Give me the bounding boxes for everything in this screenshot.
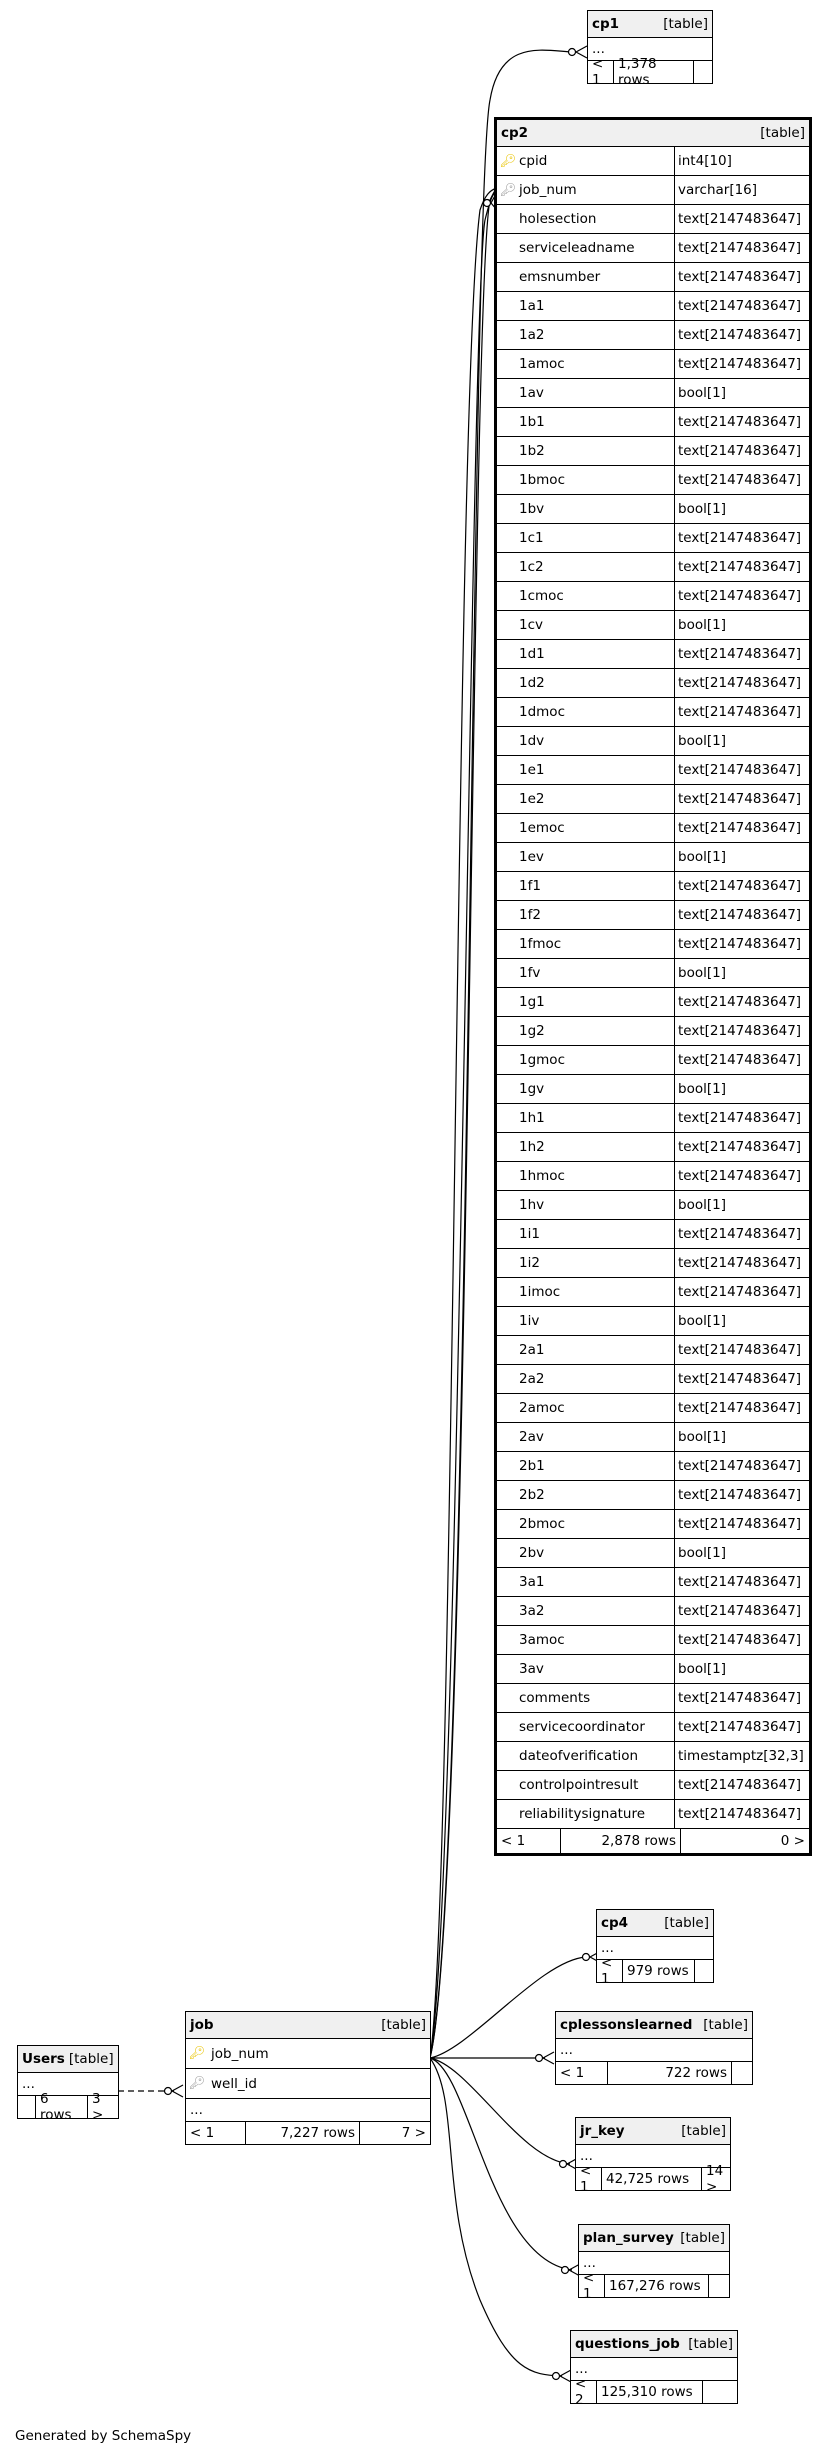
column-type: text[2147483647]: [678, 1487, 802, 1503]
column-name: 3amoc: [519, 1626, 675, 1654]
column-type: text[2147483647]: [678, 414, 802, 430]
column-name: 2b1: [519, 1452, 675, 1480]
column-row[interactable]: [497, 466, 809, 495]
column-row[interactable]: [497, 524, 809, 553]
column-row[interactable]: [497, 843, 809, 872]
column-name: 3av: [519, 1655, 675, 1683]
table-footer: [597, 1955, 713, 1987]
column-type: text[2147483647]: [678, 327, 802, 343]
parents-count: < 1: [597, 1960, 623, 1982]
column-type: text[2147483647]: [678, 1400, 802, 1416]
edge-job-cp2-c: [430, 188, 497, 2058]
column-name: 1amoc: [519, 350, 675, 378]
column-type: text[2147483647]: [678, 588, 802, 604]
column-name: 1cmoc: [519, 582, 675, 610]
children-count: [709, 2275, 729, 2297]
column-name: 2a1: [519, 1336, 675, 1364]
column-row[interactable]: [497, 1655, 809, 1684]
column-name: 1h2: [519, 1133, 675, 1161]
column-type: text[2147483647]: [678, 472, 802, 488]
column-name: 2bv: [519, 1539, 675, 1567]
edge-end-jr_key: [560, 2161, 567, 2168]
column-name: 1c2: [519, 553, 675, 581]
column-row[interactable]: [497, 292, 809, 321]
column-type: text[2147483647]: [678, 675, 802, 691]
column-name: 1e1: [519, 756, 675, 784]
column-row[interactable]: [497, 1046, 809, 1075]
column-name: 2a2: [519, 1365, 675, 1393]
column-row[interactable]: [497, 437, 809, 466]
table-kind: [table]: [663, 16, 708, 32]
column-row[interactable]: [497, 1771, 809, 1800]
column-name: 1fmoc: [519, 930, 675, 958]
column-row[interactable]: [497, 814, 809, 843]
column-type: bool[1]: [678, 1661, 726, 1677]
column-type: text[2147483647]: [678, 1139, 802, 1155]
table-questions_job[interactable]: [570, 2330, 738, 2408]
edge-job-cp2: [430, 190, 497, 2058]
edge-end-cplessonslearned: [536, 2055, 543, 2062]
column-name: 2b2: [519, 1481, 675, 1509]
column-type: text[2147483647]: [678, 1052, 802, 1068]
table-name: jr_key: [580, 2123, 625, 2139]
table-footer: [186, 2122, 430, 2144]
column-name: 1dv: [519, 727, 675, 755]
table-header: [579, 2225, 729, 2252]
column-name: 1dmoc: [519, 698, 675, 726]
column-row[interactable]: [497, 379, 809, 408]
parents-count: < 1: [579, 2275, 605, 2297]
row-count: 722 rows: [608, 2062, 732, 2084]
column-type: text[2147483647]: [678, 936, 802, 952]
column-row[interactable]: [497, 553, 809, 582]
column-row[interactable]: [497, 1278, 809, 1307]
column-name: 1bv: [519, 495, 675, 523]
table-name: Users: [22, 2051, 65, 2067]
column-name: 1c1: [519, 524, 675, 552]
edge-end-cp2: [484, 200, 491, 207]
column-type: text[2147483647]: [678, 269, 802, 285]
column-name: 2bmoc: [519, 1510, 675, 1538]
children-count: 0 >: [780, 1833, 805, 1849]
column-type: bool[1]: [678, 1545, 726, 1561]
children-count: 14 >: [706, 2163, 724, 2195]
column-row[interactable]: [497, 582, 809, 611]
children-count: [695, 1960, 713, 1982]
column-row[interactable]: [497, 1481, 809, 1510]
column-row[interactable]: [497, 408, 809, 437]
column-row[interactable]: [497, 1800, 809, 1829]
column-name: dateofverification: [519, 1742, 675, 1770]
column-type: bool[1]: [678, 849, 726, 865]
column-row[interactable]: [186, 2069, 430, 2099]
table-kind: [table]: [681, 2123, 726, 2139]
generated-by-label: Generated by SchemaSpy: [15, 2428, 192, 2444]
column-row[interactable]: [497, 1191, 809, 1220]
column-name: 1imoc: [519, 1278, 675, 1306]
column-type: bool[1]: [678, 1197, 726, 1213]
column-row[interactable]: [497, 1075, 809, 1104]
column-name: 1iv: [519, 1307, 675, 1335]
column-name: 1g1: [519, 988, 675, 1016]
column-type: bool[1]: [678, 385, 726, 401]
table-header: [597, 1910, 713, 1937]
column-name: 1b2: [519, 437, 675, 465]
table-ellipsis: ...: [597, 1937, 713, 1960]
row-count: 1,378 rows: [614, 61, 694, 83]
table-header: [18, 2046, 118, 2073]
column-row[interactable]: [497, 1104, 809, 1133]
foreign-key-icon: 🔑︎: [499, 182, 517, 198]
column-name: cpid: [519, 147, 675, 175]
column-name: 3a2: [519, 1597, 675, 1625]
table-cp2[interactable]: [494, 117, 812, 1856]
table-footer: [579, 2270, 729, 2302]
column-name: comments: [519, 1684, 675, 1712]
column-row[interactable]: [497, 698, 809, 727]
table-cp1[interactable]: [587, 10, 713, 88]
column-name: 1g2: [519, 1017, 675, 1045]
row-count: 42,725 rows: [602, 2168, 702, 2190]
column-row[interactable]: [497, 147, 809, 176]
column-row[interactable]: [497, 176, 809, 205]
children-count: [703, 2381, 737, 2403]
column-name: 2amoc: [519, 1394, 675, 1422]
table-footer: [18, 2091, 118, 2123]
column-name: 1gv: [519, 1075, 675, 1103]
column-row[interactable]: [497, 234, 809, 263]
column-row[interactable]: [497, 959, 809, 988]
column-type: text[2147483647]: [678, 704, 802, 720]
column-row[interactable]: [497, 640, 809, 669]
edge-job-cp2-b: [430, 190, 497, 2058]
column-row[interactable]: [497, 1336, 809, 1365]
column-type: text[2147483647]: [678, 1806, 802, 1822]
column-type: text[2147483647]: [678, 1458, 802, 1474]
table-name: job: [190, 2017, 214, 2033]
column-row[interactable]: [497, 901, 809, 930]
column-row[interactable]: [497, 1626, 809, 1655]
column-type: bool[1]: [678, 1313, 726, 1329]
column-name: 1hmoc: [519, 1162, 675, 1190]
column-row[interactable]: [497, 205, 809, 234]
column-type: text[2147483647]: [678, 530, 802, 546]
table-kind: [table]: [680, 2230, 725, 2246]
table-cplessonslearned[interactable]: [555, 2011, 753, 2085]
column-row[interactable]: [497, 1510, 809, 1539]
parents-count: < 1: [588, 61, 614, 83]
column-row[interactable]: [497, 1684, 809, 1713]
table-name: cplessonslearned: [560, 2017, 693, 2033]
table-ellipsis: ...: [18, 2073, 118, 2096]
table-ellipsis: ...: [571, 2358, 737, 2381]
edge-end-questions_job: [553, 2373, 560, 2380]
table-footer: [556, 2062, 752, 2084]
column-type: text[2147483647]: [678, 1023, 802, 1039]
table-kind: [table]: [664, 1915, 709, 1931]
column-type: bool[1]: [678, 617, 726, 633]
column-type: text[2147483647]: [678, 762, 802, 778]
column-name: 1a1: [519, 292, 675, 320]
children-count: 7 >: [401, 2125, 426, 2141]
column-row[interactable]: [497, 727, 809, 756]
column-type: text[2147483647]: [678, 1284, 802, 1300]
edge-end-job: [165, 2088, 172, 2095]
edge-job-questions_job: [430, 2058, 562, 2376]
column-name: 1gmoc: [519, 1046, 675, 1074]
column-row[interactable]: [497, 495, 809, 524]
column-name: job_num: [519, 176, 675, 204]
column-name: 1f2: [519, 901, 675, 929]
parents-count: < 1: [576, 2168, 602, 2190]
column-type: text[2147483647]: [678, 1342, 802, 1358]
table-footer: [588, 56, 712, 88]
column-type: text[2147483647]: [678, 791, 802, 807]
column-type: text[2147483647]: [678, 443, 802, 459]
column-name: controlpointresult: [519, 1771, 675, 1799]
row-count: 7,227 rows: [246, 2122, 360, 2144]
column-type: int4[10]: [678, 153, 732, 169]
column-name: job_num: [211, 2045, 269, 2062]
row-count: 167,276 rows: [605, 2275, 709, 2297]
column-row[interactable]: [497, 785, 809, 814]
column-name: 1d2: [519, 669, 675, 697]
parents-count: < 1: [556, 2062, 608, 2084]
column-name: 1ev: [519, 843, 675, 871]
column-type: text[2147483647]: [678, 211, 802, 227]
column-type: text[2147483647]: [678, 646, 802, 662]
column-name: 1a2: [519, 321, 675, 349]
column-type: text[2147483647]: [678, 1632, 802, 1648]
table-name: cp2: [501, 125, 529, 141]
edge-end-cp4: [583, 1954, 590, 1961]
table-header: [497, 120, 809, 147]
column-name: 1emoc: [519, 814, 675, 842]
column-name: servicecoordinator: [519, 1713, 675, 1741]
column-type: bool[1]: [678, 501, 726, 517]
primary-key-icon: 🔑︎: [188, 2046, 206, 2061]
table-kind: [table]: [381, 2017, 426, 2033]
column-row[interactable]: [497, 1452, 809, 1481]
column-row[interactable]: [497, 350, 809, 379]
table-users[interactable]: [17, 2045, 119, 2123]
column-type: text[2147483647]: [678, 559, 802, 575]
column-name: emsnumber: [519, 263, 675, 291]
column-row[interactable]: [497, 1307, 809, 1336]
table-cp4[interactable]: [596, 1909, 714, 1987]
edge-end-plan_survey: [562, 2267, 569, 2274]
column-type: timestamptz[32,3]: [678, 1748, 804, 1764]
foreign-key-icon: 🔑︎: [188, 2076, 206, 2091]
column-name: 1hv: [519, 1191, 675, 1219]
column-row[interactable]: [497, 930, 809, 959]
table-kind: [table]: [688, 2336, 733, 2352]
column-name: reliabilitysignature: [519, 1800, 675, 1828]
edge-end-cp1: [569, 49, 576, 56]
row-count: 979 rows: [623, 1960, 695, 1982]
column-type: bool[1]: [678, 965, 726, 981]
column-name: serviceleadname: [519, 234, 675, 262]
column-name: 1h1: [519, 1104, 675, 1132]
column-name: 1cv: [519, 611, 675, 639]
column-row[interactable]: [497, 1017, 809, 1046]
column-name: 1e2: [519, 785, 675, 813]
column-row[interactable]: [497, 756, 809, 785]
parents-count: < 2: [571, 2381, 597, 2403]
column-type: text[2147483647]: [678, 907, 802, 923]
column-name: 1fv: [519, 959, 675, 987]
parents-count: < 1: [497, 1829, 561, 1853]
column-name: 1f1: [519, 872, 675, 900]
column-type: text[2147483647]: [678, 1574, 802, 1590]
table-header: [186, 2012, 430, 2039]
column-row[interactable]: [497, 321, 809, 350]
table-job[interactable]: [185, 2011, 431, 2145]
column-type: text[2147483647]: [678, 1168, 802, 1184]
parents-count: [18, 2096, 36, 2118]
column-type: varchar[16]: [678, 182, 758, 198]
column-type: text[2147483647]: [678, 1110, 802, 1126]
table-ellipsis: ...: [579, 2252, 729, 2275]
table-ellipsis: ...: [556, 2039, 752, 2062]
table-footer: [576, 2163, 730, 2195]
column-row[interactable]: [497, 1597, 809, 1626]
column-row[interactable]: [497, 1423, 809, 1452]
column-type: text[2147483647]: [678, 820, 802, 836]
table-jr_key[interactable]: [575, 2117, 731, 2195]
column-row[interactable]: [497, 1220, 809, 1249]
column-type: bool[1]: [678, 1081, 726, 1097]
table-name: questions_job: [575, 2336, 680, 2352]
row-count: 6 rows: [36, 2096, 88, 2118]
children-count: [694, 61, 712, 83]
column-type: text[2147483647]: [678, 1603, 802, 1619]
column-name: 1i2: [519, 1249, 675, 1277]
column-type: text[2147483647]: [678, 356, 802, 372]
column-type: text[2147483647]: [678, 1690, 802, 1706]
column-row[interactable]: [186, 2039, 430, 2069]
column-type: bool[1]: [678, 733, 726, 749]
column-row[interactable]: [497, 1713, 809, 1742]
column-row[interactable]: [497, 988, 809, 1017]
children-count: 3 >: [92, 2091, 104, 2123]
children-count: [732, 2062, 752, 2084]
column-row[interactable]: [497, 1249, 809, 1278]
table-ellipsis: ...: [576, 2145, 730, 2168]
row-count: 2,878 rows: [561, 1829, 681, 1853]
column-type: text[2147483647]: [678, 994, 802, 1010]
column-row[interactable]: [497, 611, 809, 640]
column-name: well_id: [211, 2075, 257, 2092]
column-type: text[2147483647]: [678, 878, 802, 894]
column-row[interactable]: [497, 1133, 809, 1162]
column-row[interactable]: [497, 1539, 809, 1568]
table-ellipsis: ...: [588, 38, 712, 61]
table-name: cp4: [601, 1915, 629, 1931]
column-row[interactable]: [497, 263, 809, 292]
column-type: text[2147483647]: [678, 1371, 802, 1387]
column-name: 1av: [519, 379, 675, 407]
table-name: plan_survey: [583, 2230, 674, 2246]
table-name: cp1: [592, 16, 620, 32]
column-name: 1b1: [519, 408, 675, 436]
column-name: 1i1: [519, 1220, 675, 1248]
column-row[interactable]: [497, 1742, 809, 1771]
column-type: text[2147483647]: [678, 1516, 802, 1532]
column-row[interactable]: [497, 1365, 809, 1394]
column-name: 1d1: [519, 640, 675, 668]
column-list: [497, 147, 809, 1829]
column-name: holesection: [519, 205, 675, 233]
table-plan_survey[interactable]: [578, 2224, 730, 2302]
column-row[interactable]: [497, 1568, 809, 1597]
column-name: 2av: [519, 1423, 675, 1451]
table-footer: [571, 2376, 737, 2408]
table-header: [576, 2118, 730, 2145]
table-ellipsis: ...: [186, 2099, 430, 2122]
column-type: text[2147483647]: [678, 240, 802, 256]
table-header: [571, 2331, 737, 2358]
column-row[interactable]: [497, 669, 809, 698]
parents-count: < 1: [186, 2122, 246, 2144]
table-header: [556, 2012, 752, 2039]
column-row[interactable]: [497, 872, 809, 901]
column-row[interactable]: [497, 1162, 809, 1191]
column-name: 3a1: [519, 1568, 675, 1596]
column-name: 1bmoc: [519, 466, 675, 494]
column-type: text[2147483647]: [678, 298, 802, 314]
column-type: bool[1]: [678, 1429, 726, 1445]
table-footer: [497, 1829, 809, 1853]
row-count: 125,310 rows: [597, 2381, 703, 2403]
column-type: text[2147483647]: [678, 1255, 802, 1271]
column-type: text[2147483647]: [678, 1777, 802, 1793]
primary-key-icon: 🔑︎: [499, 153, 517, 169]
table-kind: [table]: [760, 125, 805, 141]
column-type: text[2147483647]: [678, 1719, 802, 1735]
column-row[interactable]: [497, 1394, 809, 1423]
table-kind: [table]: [68, 2051, 114, 2067]
column-type: text[2147483647]: [678, 1226, 802, 1242]
table-header: [588, 11, 712, 38]
table-kind: [table]: [703, 2017, 748, 2033]
